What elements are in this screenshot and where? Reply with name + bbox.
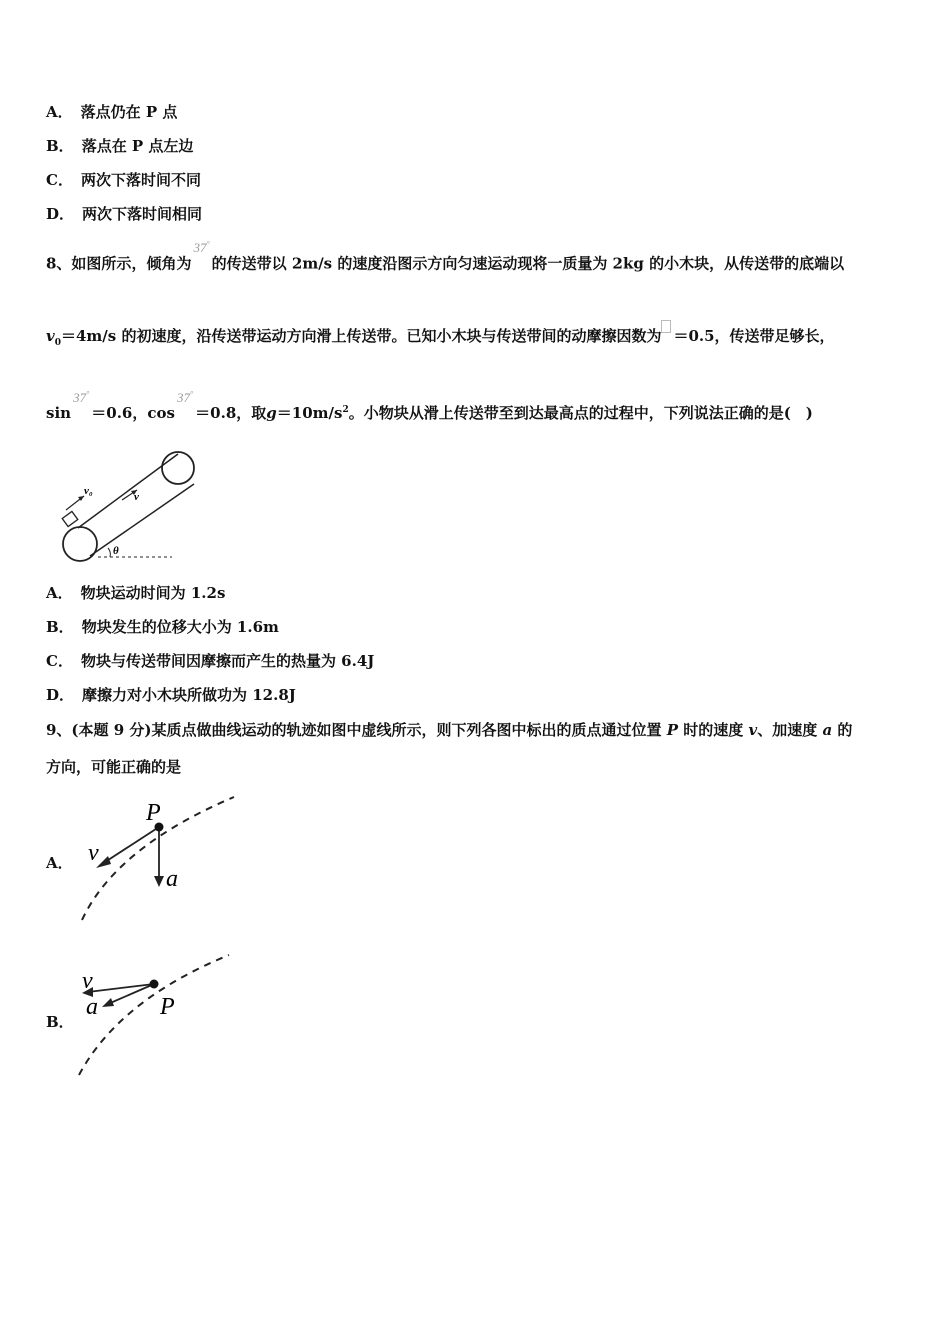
q9-stem-line-2 — [46, 757, 181, 777]
theta-label: θ — [113, 545, 119, 557]
q8-text: ＝4m/s 的初速度，沿传送带运动方向滑上传送带。已知小木块与传送带间的动摩擦因数为 — [60, 327, 662, 345]
option-label: D． — [46, 686, 75, 704]
q7-option-a[interactable] — [46, 102, 177, 122]
q7-option-b[interactable] — [46, 136, 193, 156]
angle-37: 37° — [176, 389, 194, 405]
v0-subscript: 0 — [54, 338, 61, 348]
option-label: B． — [46, 1013, 74, 1031]
q9-option-b[interactable] — [46, 1012, 74, 1032]
p-label: P — [146, 800, 161, 826]
g-symbol: g — [266, 404, 277, 422]
q9-stem-line-1 — [46, 720, 852, 740]
option-label: B． — [46, 137, 74, 155]
q9-text: 、加速度 — [757, 721, 823, 739]
option-label: C． — [46, 171, 73, 189]
angle-37: 37° — [73, 389, 90, 405]
superscript: 2 — [342, 405, 349, 415]
q7-option-c[interactable] — [46, 170, 201, 190]
q9-option-a[interactable] — [46, 853, 73, 873]
q8-stem-line-3 — [46, 389, 813, 424]
q9-figure-a — [76, 792, 240, 924]
q8-text: ＝0.8，取 — [195, 404, 267, 422]
angle-value: 37 — [193, 240, 207, 256]
a-label: a — [166, 866, 178, 892]
option-text: 落点在 P 点左边 — [81, 137, 194, 155]
v-label: v — [134, 491, 139, 503]
mu-symbol-icon — [661, 320, 671, 333]
v-symbol: v — [748, 721, 758, 739]
option-label: C． — [46, 652, 73, 670]
q8-text: ＝10m/s — [276, 404, 343, 422]
q8-stem-line-1 — [46, 240, 845, 274]
q8-text: ＝0.5，传送带足够长， — [673, 327, 835, 345]
angle-37: 37° — [193, 240, 210, 256]
q8-option-b[interactable] — [46, 617, 279, 637]
q8-text: 的传送带以 2m/s 的速度沿图示方向匀速运动现将一质量为 2kg 的小木块，从传送带的底端以 — [211, 254, 845, 273]
v0-label: v₀ — [84, 485, 93, 497]
sin-text: sin — [46, 404, 72, 422]
q9-figure-b — [74, 950, 236, 1080]
q7-option-d[interactable] — [46, 204, 202, 224]
q8-option-a[interactable] — [46, 583, 225, 603]
conveyor-belt-figure — [52, 448, 202, 566]
q8-option-d[interactable] — [46, 685, 296, 705]
option-text: 物块与传送带间因摩擦而产生的热量为 6.4J — [80, 652, 375, 670]
option-label: D． — [46, 205, 75, 223]
q9-text: 方向，可能正确的是 — [46, 758, 182, 776]
option-text: 物块运动时间为 1.2s — [80, 584, 226, 602]
q8-stem-line-2 — [46, 326, 835, 353]
q9-text: 的 — [832, 721, 853, 739]
v-label: v — [88, 840, 99, 866]
angle-value: 37 — [73, 390, 87, 405]
v-label: v — [82, 968, 93, 994]
a-symbol: a — [822, 721, 833, 739]
option-text: 摩擦力对小木块所做功为 12.8J — [82, 686, 296, 704]
option-label: B． — [46, 618, 74, 636]
q8-text: ＝0.6，cos — [91, 404, 175, 422]
option-label: A． — [46, 854, 73, 872]
q9-text: 时的速度 — [678, 721, 749, 739]
p-label: P — [160, 994, 175, 1020]
q8-option-c[interactable] — [46, 651, 374, 671]
v0-symbol: v — [46, 327, 55, 345]
angle-value: 37 — [176, 390, 190, 405]
a-label: a — [86, 994, 98, 1020]
q9-text: 9、(本题 9 分)某质点做曲线运动的轨迹如图中虚线所示，则下列各图中标出的质点通过位置 — [46, 721, 667, 739]
option-text: 两次下落时间相同 — [82, 205, 203, 223]
q8-text: 。小物块从滑上传送带至到达最高点的过程中，下列说法正确的是( ) — [348, 404, 813, 422]
option-text: 两次下落时间不同 — [80, 171, 201, 189]
q8-text: 8、如图所示，倾角为 — [46, 254, 192, 273]
option-label: A． — [46, 103, 73, 121]
option-label: A． — [46, 584, 73, 602]
option-text: 落点仍在 P 点 — [80, 103, 178, 121]
option-text: 物块发生的位移大小为 1.6m — [81, 618, 279, 636]
p-symbol: P — [666, 721, 679, 739]
